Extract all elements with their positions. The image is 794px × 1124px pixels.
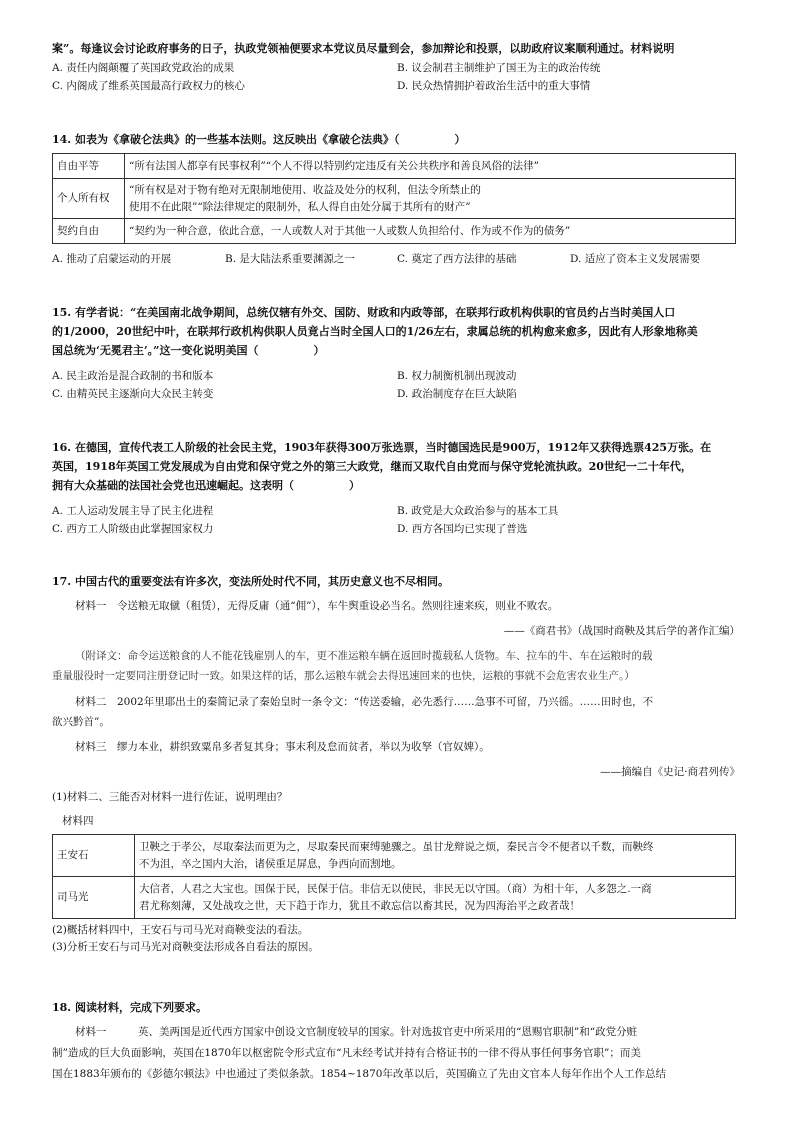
question-16-line: 16. 在德国，宣传代表工人阶级的社会民主党，1903年获得300万张选票，当时德国选民是900万，1912年又获得选票425万张。在 (52, 441, 712, 454)
material-line: 制”造成的巨大负面影响，英国在1870年以枢密院令形式宣布“凡未经考试并持有合格证书的一律不得从事任何事务官职”；而美 (52, 1047, 641, 1059)
option-d: D. 政治制度存在巨大缺陷 (397, 388, 517, 400)
table-row (53, 877, 736, 919)
option-d: D. 西方各国均已实现了普选 (397, 523, 528, 535)
table-row (53, 219, 736, 244)
table-row (53, 179, 736, 219)
row-text: “所有法国人都享有民事权利”“个人不得以特别约定违反有关公共秩序和善良风俗的法律” (125, 154, 736, 179)
option-a: A. 责任内阁颠覆了英国政党政治的成果 (52, 62, 235, 74)
row-text-line: 使用不在此限”“除法律规定的限制外，私人得自由处分属于其所有的财产” (129, 200, 471, 213)
material-1-source: ——《商君书》（战国时商鞅及其后学的著作汇编） (503, 625, 740, 637)
row-label: 司马光 (53, 877, 135, 919)
sub-question-2: (2)概括材料四中，王安石与司马光对商鞅变法的看法。 (52, 924, 309, 936)
material-1: 材料一 令送粮无取僦（租赁），无得反庸（通“佣”），车牛舆重设必当名。然则往速来疾，则业不败农。 (75, 600, 559, 612)
row-label: 契约自由 (53, 219, 125, 244)
question-18-stem: 18. 阅读材料，完成下列要求。 (52, 1001, 207, 1014)
material-2: 欲兴黔首”。 (52, 716, 110, 728)
code-napoleon-table (52, 153, 736, 244)
option-b: B. 权力制衡机制出现波动 (397, 370, 517, 382)
row-label: 个人所有权 (53, 179, 125, 219)
row-text (135, 835, 736, 877)
question-16-line: 拥有大众基础的法国社会党也迅速崛起。这表明（ ） (52, 479, 360, 492)
option-b: B. 政党是大众政治参与的基本工具 (397, 505, 559, 517)
row-text-line: 大信者，人君之大宝也。国保于民，民保于信。非信无以使民，非民无以守国。（商）为相十年，人多怨之.一商 (139, 882, 652, 895)
row-text (125, 179, 736, 219)
passage-continuation: 案”。每逢议会讨论政府事务的日子，执政党领袖便要求本党议员尽量到会，参加辩论和投票，以助政府议案顺利通过。材料说明 (52, 42, 675, 55)
option-b: B. 议会制君主制维护了国王为主的政治传统 (397, 62, 601, 74)
table-row (53, 835, 736, 877)
material-line: 材料一 英、美两国是近代西方国家中创设文官制度较早的国家。针对选拔官吏中所采用的“恩赐官职制”和“政党分赃 (75, 1026, 638, 1038)
option-a: A. 工人运动发展主导了民主化进程 (52, 505, 214, 517)
material-1-note: 重量服役时一定要同注册登记时一致。如果这样的话，那么运粮车就会去得迅速回来的也快，运粮的事就不会危害农业生产。） (52, 670, 635, 682)
table-row (53, 154, 736, 179)
material-4-table (52, 834, 736, 919)
option-b: B. 是大陆法系重要渊源之一 (225, 253, 355, 265)
material-line: 国在1883年颁布的《彭德尔顿法》中也通过了类似条款。1854~1870年改革以后，英国确立了先由文官本人每年作出个人工作总结 (52, 1068, 666, 1080)
option-c: C. 奠定了西方法律的基础 (397, 253, 517, 265)
option-a: A. 推动了启蒙运动的开展 (52, 253, 172, 265)
option-d: D. 民众热情拥护着政治生活中的重大事情 (397, 80, 591, 92)
material-2: 材料二 2002年里耶出土的秦简记录了秦始皇时一条令文：“传送委输，必先悉行……急事不可留，乃兴徭。……田时也，不 (75, 696, 654, 708)
question-15-line: 国总统为‘无冕君主’。”这一变化说明美国（ ） (52, 344, 325, 357)
option-d: D. 适应了资本主义发展需要 (570, 253, 701, 265)
material-4-title: 材料四 (62, 815, 94, 827)
row-text: “契约为一种合意，依此合意，一人或数人对于其他一人或数人负担给付、作为或不作为的债务” (125, 219, 736, 244)
material-3-source: ——摘编自《史记·商君列传》 (600, 766, 740, 778)
question-15-line: 的1/2000，20世纪中叶，在联邦行政机构供职人员竟占当时全国人口的1/26左右，隶属总统的机构愈来愈多，因此有人形象地称美 (52, 325, 698, 338)
row-text-line: 君尤称刻薄，又处战攻之世，天下趋于诈力，犹且不敢忘信以畜其民，况为四海治平之政者哉！ (139, 899, 580, 912)
row-text-line: 不为沮，卒之国内大治，诸侯重足屏息，争西向而割地。 (139, 857, 402, 870)
question-16-line: 英国，1918年英国工党发展成为自由党和保守党之外的第三大政党，继而又取代自由党而与保守党轮流执政。20世纪一二十年代， (52, 460, 692, 473)
option-c: C. 由精英民主逐渐向大众民主转变 (52, 388, 214, 400)
sub-question-3: (3)分析王安石与司马光对商鞅变法形成各自看法的原因。 (52, 941, 319, 953)
option-c: C. 西方工人阶级由此掌握国家权力 (52, 523, 214, 535)
material-3: 材料三 缪力本业，耕织致粟帛多者复其身；事末利及怠而贫者，举以为收孥（官奴婢）。 (75, 741, 490, 753)
question-17-stem: 17. 中国古代的重要变法有许多次，变法所处时代不同，其历史意义也不尽相同。 (52, 575, 449, 588)
row-text-line: “所有权是对于物有绝对无限制地使用、收益及处分的权利，但法令所禁止的 (129, 183, 481, 196)
question-15-line: 15. 有学者说：“在美国南北战争期间，总统仅辖有外交、国防、财政和内政等部，在联邦行政机构供职的官员约占当时美国人口 (52, 306, 676, 319)
option-a: A. 民主政治是混合政制的书和版本 (52, 370, 214, 382)
row-text (135, 877, 736, 919)
row-label: 自由平等 (53, 154, 125, 179)
row-label: 王安石 (53, 835, 135, 877)
row-text-line: 卫鞅之于孝公，尽取秦法而更为之，尽取秦民而柬缚驰骤之。虽甘龙辩说之烦，秦民言令不便者以千数，而鞅终 (139, 840, 654, 853)
material-1-note: （附译文：命令运送粮食的人不能花钱雇别人的车，更不准运粮车辆在返回时揽载私人货物。车、拉车的牛、车在运粮时的载 (75, 650, 653, 662)
question-14-stem: 14. 如表为《拿破仑法典》的一些基本法则。这反映出《拿破仑法典》（ ） (52, 133, 466, 146)
sub-question-1: (1)材料二、三能否对材料一进行佐证，说明理由？ (52, 791, 288, 803)
option-c: C. 内阁成了维系英国最高行政权力的核心 (52, 80, 245, 92)
